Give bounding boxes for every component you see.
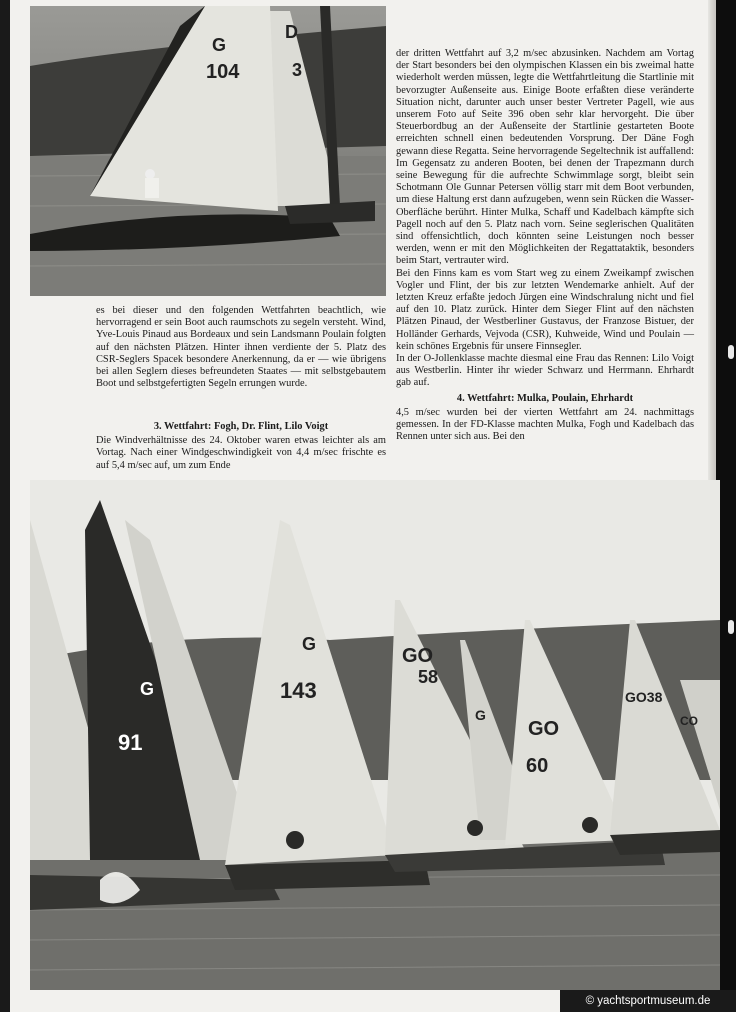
photo-dinghy-fleet-graphic <box>30 480 720 990</box>
article-paragraph: In der O-Jollenklasse machte diesmal eine Frau das Rennen: Lilo Voigt aus Westberlin. Hinter ihr wieder Schwarz und Herrmann. Ehrhardt gab auf. <box>396 353 694 389</box>
watermark-credit: © yachtsportmuseum.de <box>560 990 736 1012</box>
binding-clip <box>728 345 734 359</box>
photo-two-dinghies <box>30 6 386 296</box>
article-paragraph: 4,5 m/sec wurden bei der vierten Wettfahrt am 24. nachmittags gemessen. In der FD-Klasse machten Mulka, Fogh und Kadelbach das Rennen unter sich aus. Bei den <box>396 406 694 443</box>
sail-number-text: G <box>302 634 317 654</box>
article-left-column-section <box>96 418 386 472</box>
sail-number-text: G <box>140 679 155 699</box>
sail-number-text: 60 <box>526 755 549 777</box>
sail-number-text: GO <box>528 718 560 740</box>
sail-number-text: G <box>475 707 486 723</box>
sail-number-text: 104 <box>206 61 240 83</box>
sail-number-text: GO38 <box>625 689 663 705</box>
article-right-column <box>396 48 694 444</box>
article-paragraph: Die Windverhältnisse des 24. Oktober waren etwas leichter als am Vortag. Nach einer Windgeschwindigkeit von 4,4 m/sec frischte es auf 5,4 m/sec auf, um zum Ende <box>96 435 386 471</box>
binding-clip <box>728 620 734 634</box>
sail-number-text: G <box>212 35 227 55</box>
sail-number-text: GO <box>402 645 434 667</box>
sail-number-text: CO <box>680 714 698 728</box>
sail-number-text: 58 <box>418 667 439 687</box>
sail-number-text: 91 <box>118 730 143 755</box>
sail-number-text: D <box>285 22 298 42</box>
section-heading: 3. Wettfahrt: Fogh, Dr. Flint, Lilo Voigt <box>153 421 329 432</box>
article-paragraph: es bei dieser und den folgenden Wettfahrten beachtlich, wie hervorragend er sein Boot auch raumschots zu segeln versteht. Wind, Yve-Louis Pinaud aus Bordeaux und sein Landsmann Poulain folgten auf den nächsten Plätzen. Hinter ihnen verdiente der 5. Platz des CSR-Seglers Spacek besondere Anerkennung, da er — wie übrigens bei allen Seglern dieses befreundeten Staates — mit selbstgebautem Boot und selbstgefertigten Segeln errungen wurde. <box>96 305 386 390</box>
article-left-column <box>96 305 386 390</box>
photo-dinghy-fleet <box>30 480 720 990</box>
article-paragraph: Bei den Finns kam es vom Start weg zu einem Zweikampf zwischen Vogler und Flint, der bis zur letzten Wendemarke anhielt. Auf der letzten Kreuz erfaßte jedoch Jürgen eine Windschralung nicht und fiel auf den 10. Platz zurück. Hinter dem Sieger Flint auf den nächsten Plätzen Pinaud, der Westberliner Gustavus, der Franzose Bistuer, der Holländer Gerhards, Vejvoda (CSR), Kuhweide, Wind und Poulain — kein schönes Ergebnis für unsere Finnsegler. <box>396 267 694 352</box>
sail-number-text: 143 <box>280 678 317 703</box>
sail-number-text: 3 <box>292 60 303 80</box>
section-heading: 4. Wettfahrt: Mulka, Poulain, Ehrhardt <box>456 392 634 404</box>
photo-two-dinghies-graphic <box>30 6 386 296</box>
article-paragraph: der dritten Wettfahrt auf 3,2 m/sec abzusinken. Nachdem am Vortag der Start besonders bei den olympischen Klassen ein bis zweimal hatte wiederholt werden müssen, legte die Wettfahrtleitung die Startlinie mit bevorzugter Außenseite aus. Einige Boote erfaßten diese veränderte Situation nicht, darunter auch unser bester Vertreter Pagell, wie aus unserem Foto auf Seite 396 oben sehr klar hervorgeht. Die über Steuerbordbug an der Außenseite der Startlinie gestarteten Boote erreichten schnell einen bedeutenden Vorsprung. Der Däne Fogh gewann diese Regatta. Seine hervorragende Segeltechnik ist auffallend: Im Gegensatz zu anderen Booten, bei denen der Trapezmann durch seine Bewegung für die aufrechte Schwimmlage sorgt, bleibt sein Schotmann Ole Gunnar Petersen völlig starr mit dem Boot verbunden, um diese Haltung erst dann aufzugeben, wenn sein Rücken die Wasser-Oberfläche berührt. Hinter Mulka, Schaff und Kadelbach kämpfte sich Pagell noch auf den 5. Platz nach vorn. Seine seglerischen Qualitäten sind offensichtlich, doch könnten seine Leistungen noch besser werden, wenn er mit den Möglichkeiten der Regattataktik, besonders beim Start, vertrauter wird. <box>396 48 694 267</box>
